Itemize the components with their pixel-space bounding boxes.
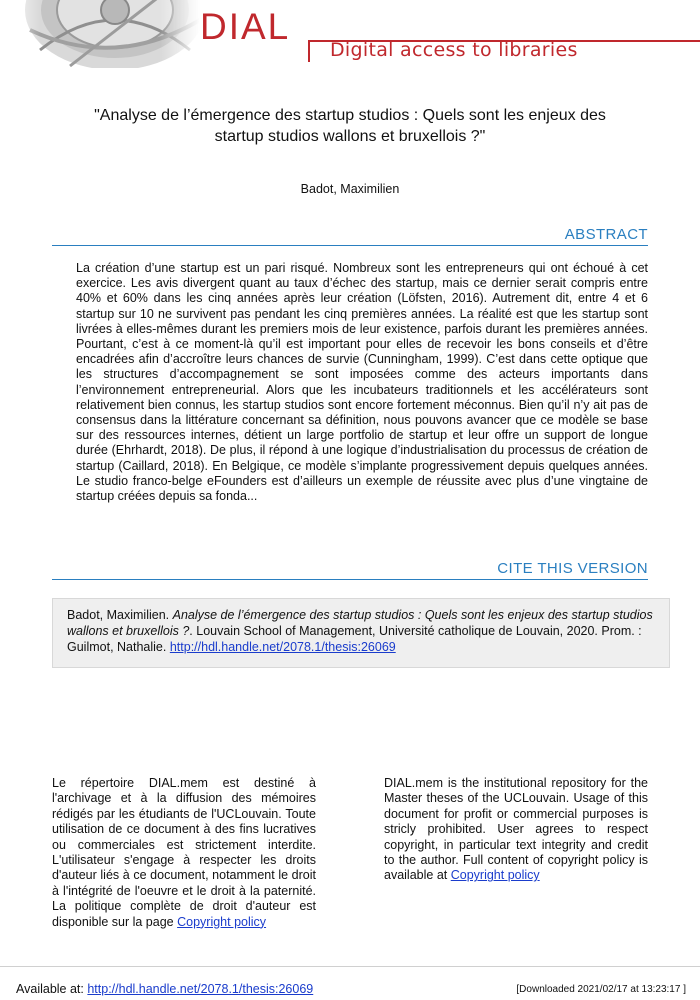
notice-french bbox=[52, 776, 316, 930]
citation-author: Badot, Maximilien. bbox=[67, 608, 170, 622]
citation-handle-link[interactable]: http://hdl.handle.net/2078.1/thesis:26069 bbox=[169, 640, 396, 654]
cite-heading: CITE THIS VERSION bbox=[52, 560, 648, 580]
notice-english bbox=[384, 776, 648, 884]
dial-tagline: Digital access to libraries bbox=[330, 39, 578, 61]
notice-french-text: Le répertoire DIAL.mem est destiné à l'archivage et à la diffusion des mémoires rédigés par les étudiants de l'UCLouvain. Toute utilisation de ce document à des fins lucratives ou commerciales est strictement interdite. L'utilisateur s'engage à respecter les droits d'auteur liés à ce document, notamment le droit à l'intégrité de l'oeuvre et le droit à la paternité. La politique complète de droit d'auteur est disponible sur la page bbox=[52, 776, 316, 929]
citation-details: . Louvain School of Management, Université catholique de Louvain, 2020. Prom. : Guilmot, Nathalie. bbox=[67, 624, 642, 654]
header-divider-vertical bbox=[308, 40, 310, 62]
available-handle-link[interactable]: http://hdl.handle.net/2078.1/thesis:26069 bbox=[87, 982, 314, 996]
dial-brand: DIAL bbox=[200, 6, 291, 47]
footer-divider bbox=[0, 966, 700, 967]
document-title: "Analyse de l’émergence des startup studios : Quels sont les enjeux des startup studios wallons et bruxellois ?" bbox=[94, 107, 606, 145]
copyright-policy-link-fr[interactable]: Copyright policy bbox=[177, 914, 267, 929]
footer-available bbox=[16, 982, 313, 996]
citation-box bbox=[52, 598, 670, 668]
copyright-policy-link-en[interactable]: Copyright policy bbox=[450, 868, 540, 883]
available-label: Available at: bbox=[16, 982, 84, 996]
download-timestamp: [Downloaded 2021/02/17 at 13:23:17 ] bbox=[516, 984, 686, 995]
abstract-text: La création d’une startup est un pari risqué. Nombreux sont les entrepreneurs qui ont échoué à cet exercice. Les avis divergent quant au taux d’échec des startup, mais ce dernier serait compris entre 40% et 60% dans les cinq années après leur création (Löfsten, 2016). Autrement dit, entre 4 et 6 startup sur 10 ne survivent pas pendant les cinq premières années. La réalité est que les startup sont livrées à elles-mêmes durant les premiers mois de leur existence, parfois durant les premières années. Pourtant, c’est à ce moment-là qu’il est important pour elles de recevoir les bons conseils et d’être encadrées afin d’accroître leurs chances de survie (Cunningham, 1999). C’est dans cette optique que les structures d’accompagnement se sont imposées comme des acteurs importants dans l’environnement entrepreneurial. Alors que les incubateurs traditionnels et les accélérateurs sont relativement bien connus, les startup studios sont encore fortement méconnus. Bien qu’il n’y ait pas de consensus dans la littérature concernant sa définition, nous pouvons avancer que ce modèle se base sur des ressources internes, détient un large portfolio de startup et leur offre un support de longue durée (Ehrhardt, 2018). De plus, il répond à une logique d’industrialisation du processus de création de startup (Caillard, 2018). En Belgique, ce modèle s’implante progressivement depuis quelques années. Le studio franco-belge eFounders est d’ailleurs un exemple de réussite avec plus d’une vingtaine de startup créées depuis sa fonda... bbox=[76, 261, 648, 504]
abstract-heading: ABSTRACT bbox=[52, 226, 648, 246]
notice-english-text: DIAL.mem is the institutional repository for the Master theses of the UCLouvain. Usage of this document for profit or commercial purposes is stricly prohibited. User agrees to respect copyright, in particular text integrity and credit to the author. Full content of copyright policy is available at bbox=[384, 776, 648, 883]
dial-header bbox=[0, 0, 700, 68]
armillary-sphere-logo bbox=[0, 0, 200, 68]
citation-title: Analyse de l’émergence des startup studios : Quels sont les enjeux des startup studios wallons et bruxellois ? bbox=[67, 608, 653, 638]
document-author: Badot, Maximilien bbox=[300, 182, 400, 196]
